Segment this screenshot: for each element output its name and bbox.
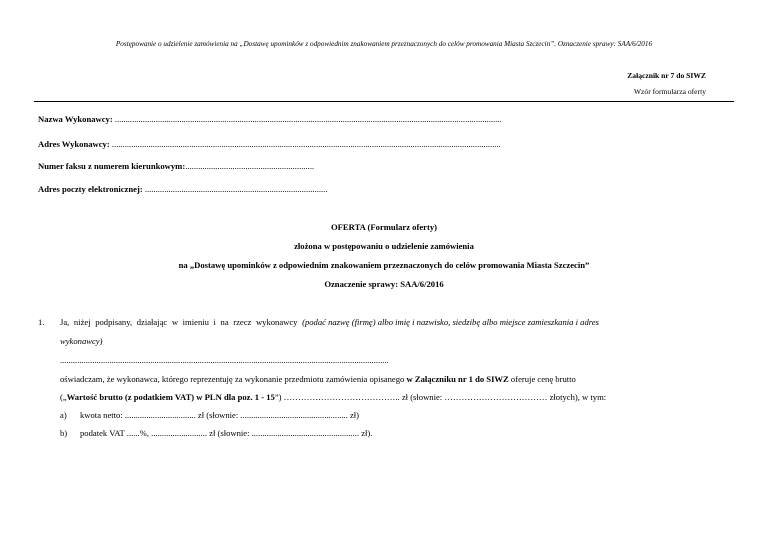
item-hint: (podać nazwę (firmę) albo imię i nazwisko, siedzibę albo miejsce zamieszkania i adres [302, 317, 599, 327]
field-label: Nazwa Wykonawcy: [38, 114, 113, 124]
header-divider [34, 101, 734, 102]
field-contractor-address [38, 139, 501, 149]
item-price-label: Wartość brutto (z podatkiem VAT) w PLN dla poz. 1 - 15 [66, 392, 275, 402]
item-dots-line: ......................................................................................................................................................... [60, 355, 389, 365]
offer-subject: na „Dostawę upominków z odpowiednim znakowaniem przeznaczonych do celów promowania Miasta Szczecin” [178, 260, 590, 270]
item-line-1 [60, 317, 730, 327]
field-label: Numer faksu z numerem kierunkowym: [38, 161, 186, 171]
item-word: imieniu [182, 317, 209, 327]
sub-item-b-label: b) [60, 428, 68, 438]
item-word: na [220, 317, 229, 327]
field-dots: ..................................................................................... [144, 184, 328, 194]
item-line-5 [60, 392, 606, 402]
item-statement: oświadczam, że wykonawca, którego reprezentuję za wykonanie przedmiotu zamówienia opisanego [60, 374, 405, 384]
item-price-line: ”) ………………………………….. zł (słownie: ……………………………… złotych), w tym: [274, 392, 607, 402]
field-fax-number [38, 161, 314, 171]
item-annex-ref: w Załączniku nr 1 do SIWZ [406, 374, 509, 384]
field-dots: ............................................................ [185, 161, 315, 171]
item-hint-cont: wykonawcy) [60, 336, 103, 346]
field-label: Adres poczty elektronicznej: [38, 184, 143, 194]
item-number: 1. [38, 317, 45, 327]
sub-item-b-text: podatek VAT ......%, .......................... zł (słownie: .................................................. zł). [80, 428, 373, 438]
field-email-address [38, 184, 327, 194]
item-statement-end: oferuje cenę brutto [510, 374, 576, 384]
item-line-2 [60, 336, 102, 346]
offer-title: OFERTA (Formularz oferty) [331, 222, 437, 232]
item-word: niżej [73, 317, 91, 327]
item-word: wykonawcy [255, 317, 298, 327]
offer-case-number: Oznaczenie sprawy: SAA/6/2016 [324, 279, 444, 289]
sub-item-a-text: kwota netto: ................................. zł (słownie: .................................................. zł) [80, 410, 360, 420]
sub-item-a-label: a) [60, 410, 67, 420]
item-word: podpisany, [95, 317, 133, 327]
annex-subtitle: Wzór formularza oferty [633, 87, 706, 96]
field-dots: .................................................................................................................................................................................... [114, 114, 502, 124]
item-word: i [213, 317, 216, 327]
item-word: działając [136, 317, 168, 327]
item-word: Ja, [60, 317, 70, 327]
field-label: Adres Wykonawcy: [38, 139, 110, 149]
field-contractor-name [38, 114, 502, 124]
annex-title: Załącznik nr 7 do SIWZ [627, 71, 706, 80]
item-quote-open: („ [60, 392, 67, 402]
item-line-4 [60, 374, 730, 384]
item-word: rzecz [233, 317, 252, 327]
field-dots: ..................................................................................................................................................................................... [111, 139, 501, 149]
item-word: w [171, 317, 179, 327]
document-header: Postępowanie o udzielenie zamówienia na „Dostawę upominków z odpowiednim znakowaniem przeznaczonych do celów promowania Miasta Szczecin”. Oznaczenie sprawy: SAA/6/2016 [115, 40, 653, 48]
offer-subtitle: złożona w postępowaniu o udzielenie zamówienia [294, 241, 474, 251]
